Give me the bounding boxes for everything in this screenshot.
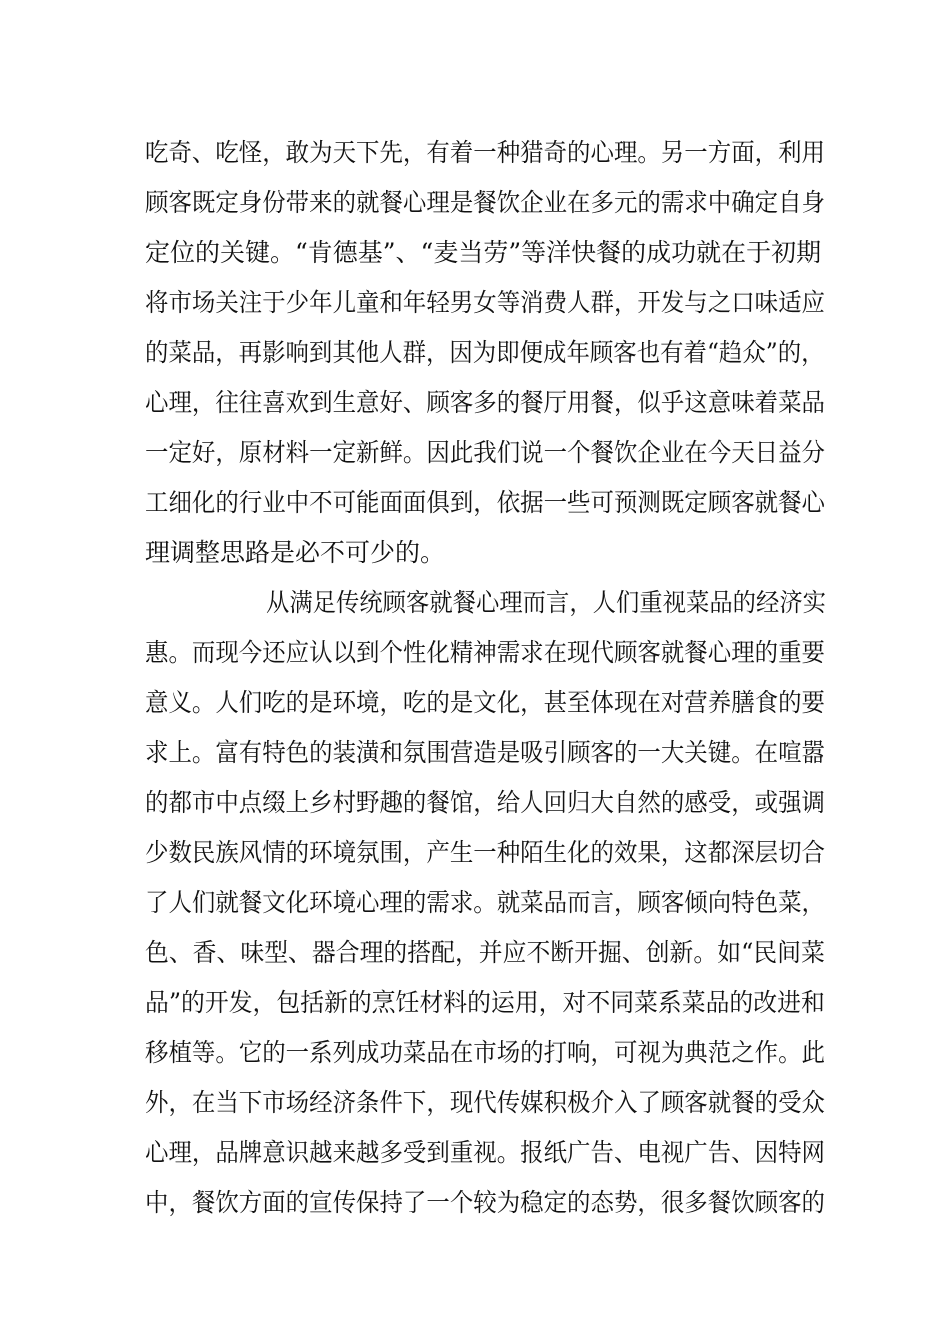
text-line: 定位的关键。“肯德基”、“麦当劳”等洋快餐的成功就在于初期	[145, 238, 822, 267]
text-line: 了人们就餐文化环境心理的需求。就菜品而言，顾客倾向特色菜，	[145, 888, 825, 917]
text-line: 求上。富有特色的装潢和氛围营造是吸引顾客的一大关键。在喧嚣	[145, 738, 825, 767]
text-line: 一定好，原材料一定新鲜。因此我们说一个餐饮企业在今天日益分	[145, 438, 825, 467]
text-line: 意义。人们吃的是环境，吃的是文化，甚至体现在对营养膳食的要	[145, 688, 825, 717]
text-line: 移植等。它的一系列成功菜品在市场的打响，可视为典范之作。此	[145, 1038, 825, 1067]
text-line: 将市场关注于少年儿童和年轻男女等消费人群，开发与之口味适应	[145, 288, 825, 317]
text-line: 心理，品牌意识越来越多受到重视。报纸广告、电视广告、因特网	[145, 1138, 825, 1167]
paragraph-first-line: 从满足传统顾客就餐心理而言，人们重视菜品的经济实	[266, 588, 826, 617]
text-line: 惠。而现今还应认以到个性化精神需求在现代顾客就餐心理的重要	[145, 638, 825, 667]
text-line: 的菜品，再影响到其他人群，因为即便成年顾客也有着“趋众”的，	[145, 338, 825, 367]
text-line: 吃奇、吃怪，敢为天下先，有着一种猎奇的心理。另一方面，利用	[145, 138, 825, 167]
text-line: 心理，往往喜欢到生意好、顾客多的餐厅用餐，似乎这意味着菜品	[145, 388, 825, 417]
text-line: 中，餐饮方面的宣传保持了一个较为稳定的态势，很多餐饮顾客的	[145, 1188, 825, 1217]
text-line: 少数民族风情的环境氛围，产生一种陌生化的效果，这都深层切合	[145, 838, 825, 867]
text-line: 色、香、味型、器合理的搭配，并应不断开掘、创新。如“民间菜	[145, 938, 825, 967]
text-line: 品”的开发，包括新的烹饪材料的运用，对不同菜系菜品的改进和	[145, 988, 825, 1017]
text-line: 外，在当下市场经济条件下，现代传媒积极介入了顾客就餐的受众	[145, 1088, 825, 1117]
text-line: 工细化的行业中不可能面面俱到，依据一些可预测既定顾客就餐心	[145, 488, 825, 517]
text-line: 的都市中点缀上乡村野趣的餐馆，给人回归大自然的感受，或强调	[145, 788, 825, 817]
text-line: 理调整思路是必不可少的。	[145, 538, 446, 567]
text-line: 顾客既定身份带来的就餐心理是餐饮企业在多元的需求中确定自身	[145, 188, 825, 217]
